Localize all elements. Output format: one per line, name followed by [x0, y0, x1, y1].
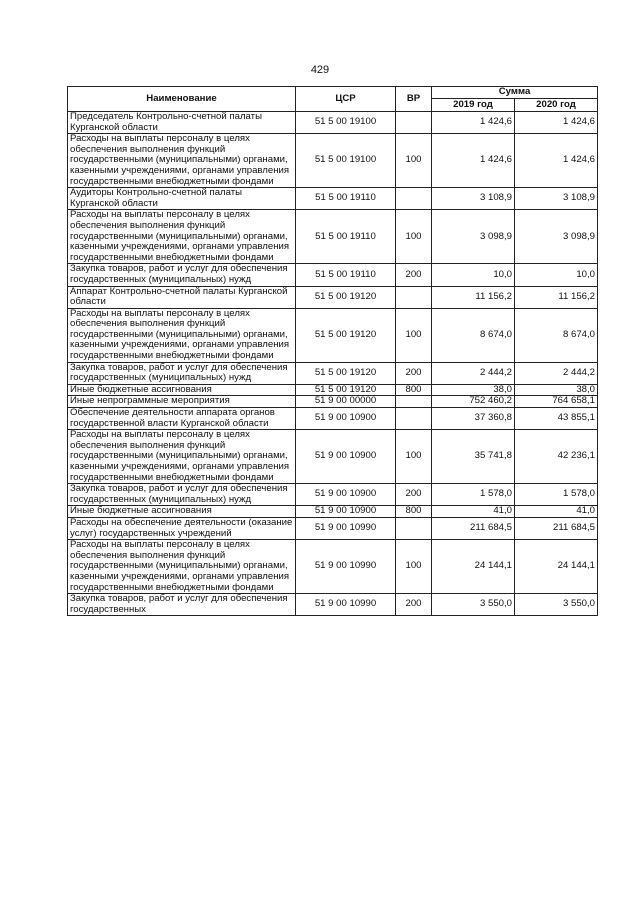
- row-vr: 100: [396, 210, 432, 264]
- row-vr: 800: [396, 506, 432, 518]
- row-vr: 100: [396, 134, 432, 188]
- row-sum-2019: 1 424,6: [432, 134, 515, 188]
- table-row: [68, 540, 598, 594]
- row-name: Аппарат Контрольно-счетной палаты Курганской области: [68, 286, 296, 308]
- row-name: Аудиторы Контрольно-счетной палаты Курганской области: [68, 188, 296, 210]
- row-name: Закупка товаров, работ и услуг для обеспечения государственных (муниципальных) нужд: [68, 362, 296, 384]
- row-sum-2019: 11 156,2: [432, 286, 515, 308]
- header-name: Наименование: [68, 87, 296, 112]
- row-sum-2019: 8 674,0: [432, 308, 515, 362]
- row-csr: 51 5 00 19120: [296, 308, 396, 362]
- row-sum-2019: 1 424,6: [432, 112, 515, 134]
- row-name: Расходы на выплаты персоналу в целях обеспечения выполнения функций государственными (муниципальными) органами, казенными учреждениями, органами управления государственными внебюджетными фондами: [68, 308, 296, 362]
- row-csr: 51 9 00 10900: [296, 484, 396, 506]
- row-name: Председатель Контрольно-счетной палаты Курганской области: [68, 112, 296, 134]
- row-sum-2020: 3 550,0: [515, 594, 598, 616]
- row-sum-2019: 3 098,9: [432, 210, 515, 264]
- row-vr: 100: [396, 540, 432, 594]
- row-sum-2019: 41,0: [432, 506, 515, 518]
- header-sum: Сумма: [432, 87, 598, 99]
- row-sum-2020: 41,0: [515, 506, 598, 518]
- row-vr: [396, 112, 432, 134]
- row-sum-2019: 24 144,1: [432, 540, 515, 594]
- row-csr: 51 9 00 10900: [296, 430, 396, 484]
- header-year-2019: 2019 год: [432, 99, 515, 112]
- row-name: Расходы на выплаты персоналу в целях обеспечения выполнения функций государственными (муниципальными) органами, казенными учреждениями, органами управления государственными внебюджетными фондами: [68, 430, 296, 484]
- row-csr: 51 5 00 19110: [296, 210, 396, 264]
- row-csr: 51 9 00 10900: [296, 408, 396, 430]
- row-sum-2019: 38,0: [432, 384, 515, 396]
- row-sum-2020: 3 108,9: [515, 188, 598, 210]
- header-csr: ЦСР: [296, 87, 396, 112]
- budget-table: [67, 86, 598, 616]
- row-sum-2019: 10,0: [432, 264, 515, 286]
- table-row: [68, 210, 598, 264]
- row-name: Закупка товаров, работ и услуг для обеспечения государственных: [68, 594, 296, 616]
- row-name: Закупка товаров, работ и услуг для обеспечения государственных (муниципальных) нужд: [68, 484, 296, 506]
- row-name: Расходы на обеспечение деятельности (оказание услуг) государственных учреждений: [68, 517, 296, 539]
- row-sum-2020: 1 578,0: [515, 484, 598, 506]
- table-row: [68, 506, 598, 518]
- row-name: Иные непрограммные мероприятия: [68, 396, 296, 408]
- row-name: Расходы на выплаты персоналу в целях обеспечения выполнения функций государственными (муниципальными) органами, казенными учреждениями, органами управления государственными внебюджетными фондами: [68, 134, 296, 188]
- row-csr: 51 9 00 00000: [296, 396, 396, 408]
- table-row: [68, 517, 598, 539]
- row-sum-2019: 3 108,9: [432, 188, 515, 210]
- row-vr: [396, 396, 432, 408]
- row-vr: [396, 286, 432, 308]
- table-row: [68, 362, 598, 384]
- row-sum-2019: 35 741,8: [432, 430, 515, 484]
- row-csr: 51 9 00 10990: [296, 517, 396, 539]
- row-sum-2020: 211 684,5: [515, 517, 598, 539]
- row-name: Обеспечение деятельности аппарата органов государственной власти Курганской области: [68, 408, 296, 430]
- row-sum-2020: 42 236,1: [515, 430, 598, 484]
- header-vr: ВР: [396, 87, 432, 112]
- row-sum-2019: 1 578,0: [432, 484, 515, 506]
- table-row: [68, 408, 598, 430]
- row-vr: [396, 188, 432, 210]
- row-csr: 51 5 00 19100: [296, 134, 396, 188]
- row-sum-2019: 752 460,2: [432, 396, 515, 408]
- row-sum-2020: 10,0: [515, 264, 598, 286]
- row-vr: [396, 408, 432, 430]
- row-name: Расходы на выплаты персоналу в целях обеспечения выполнения функций государственными (муниципальными) органами, казенными учреждениями, органами управления государственными внебюджетными фондами: [68, 540, 296, 594]
- row-sum-2020: 1 424,6: [515, 134, 598, 188]
- row-sum-2020: 764 658,1: [515, 396, 598, 408]
- table-row: [68, 134, 598, 188]
- row-vr: 200: [396, 362, 432, 384]
- row-csr: 51 5 00 19120: [296, 362, 396, 384]
- row-sum-2019: 37 360,8: [432, 408, 515, 430]
- row-vr: 200: [396, 594, 432, 616]
- table-row: [68, 188, 598, 210]
- row-sum-2020: 1 424,6: [515, 112, 598, 134]
- row-sum-2020: 8 674,0: [515, 308, 598, 362]
- row-vr: 100: [396, 308, 432, 362]
- table-row: [68, 384, 598, 396]
- row-vr: 800: [396, 384, 432, 396]
- row-sum-2019: 2 444,2: [432, 362, 515, 384]
- row-csr: 51 5 00 19110: [296, 188, 396, 210]
- header-year-2020: 2020 год: [515, 99, 598, 112]
- row-vr: 200: [396, 264, 432, 286]
- table-row: [68, 594, 598, 616]
- row-sum-2020: 11 156,2: [515, 286, 598, 308]
- table-row: [68, 264, 598, 286]
- row-csr: 51 9 00 10990: [296, 540, 396, 594]
- row-sum-2020: 43 855,1: [515, 408, 598, 430]
- row-sum-2020: 3 098,9: [515, 210, 598, 264]
- row-csr: 51 9 00 10900: [296, 506, 396, 518]
- row-name: Иные бюджетные ассигнования: [68, 506, 296, 518]
- row-name: Расходы на выплаты персоналу в целях обеспечения выполнения функций государственными (муниципальными) органами, казенными учреждениями, органами управления государственными внебюджетными фондами: [68, 210, 296, 264]
- row-sum-2020: 38,0: [515, 384, 598, 396]
- row-csr: 51 5 00 19120: [296, 286, 396, 308]
- table-row: [68, 396, 598, 408]
- table-row: [68, 286, 598, 308]
- row-vr: 100: [396, 430, 432, 484]
- table-row: [68, 308, 598, 362]
- row-sum-2020: 2 444,2: [515, 362, 598, 384]
- row-sum-2020: 24 144,1: [515, 540, 598, 594]
- row-sum-2019: 211 684,5: [432, 517, 515, 539]
- row-vr: 200: [396, 484, 432, 506]
- row-csr: 51 5 00 19100: [296, 112, 396, 134]
- table-row: [68, 112, 598, 134]
- row-vr: [396, 517, 432, 539]
- table-row: [68, 484, 598, 506]
- page-number: 429: [310, 64, 330, 76]
- row-csr: 51 5 00 19120: [296, 384, 396, 396]
- table-row: [68, 430, 598, 484]
- row-sum-2019: 3 550,0: [432, 594, 515, 616]
- row-csr: 51 9 00 10990: [296, 594, 396, 616]
- table-body: [68, 112, 598, 616]
- row-name: Закупка товаров, работ и услуг для обеспечения государственных (муниципальных) нужд: [68, 264, 296, 286]
- row-name: Иные бюджетные ассигнования: [68, 384, 296, 396]
- row-csr: 51 5 00 19110: [296, 264, 396, 286]
